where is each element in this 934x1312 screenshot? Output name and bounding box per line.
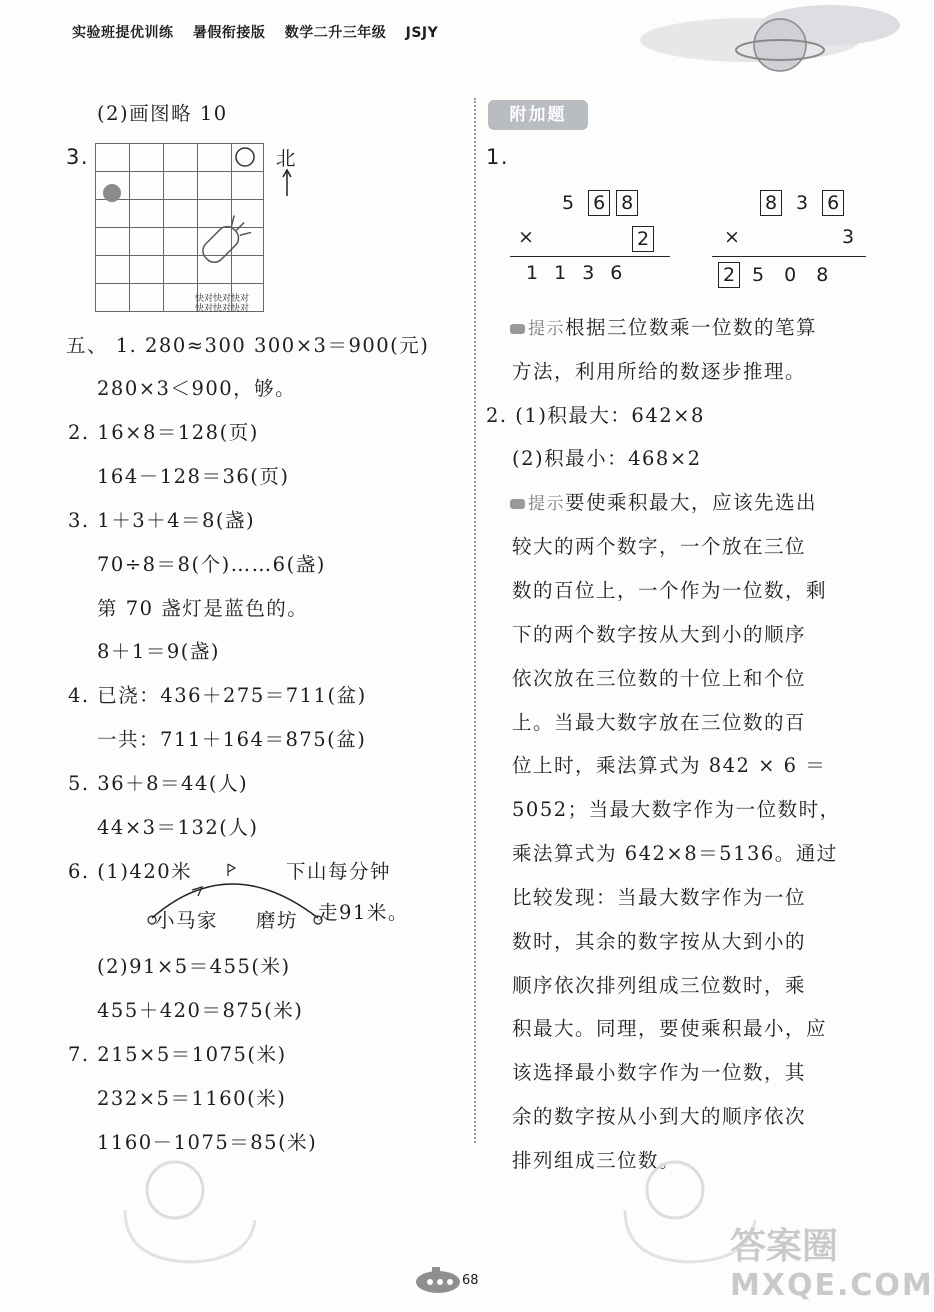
answer-line: 走91米。 (318, 901, 409, 924)
hint-label: 提示 (528, 319, 565, 339)
hint-line: 积最大。同理，要使乘积最小，应 (512, 1017, 828, 1040)
north-label: 北 (276, 147, 298, 170)
pencil-hint-icon (510, 324, 525, 334)
answer-line: 280×3＜900，够。 (97, 377, 297, 400)
grid-watermark: 快对快对快对 (195, 294, 250, 304)
hint-line: 位上时，乘法算式为 842 × 6 ＝ (512, 754, 827, 777)
pencil-hint-icon (510, 499, 525, 509)
digit: 3 (796, 192, 809, 214)
answer-line: 一共：711＋164＝875(盆) (97, 728, 367, 751)
calc-line (712, 256, 866, 257)
hint-line: 下的两个数字按从大到小的顺序 (512, 623, 807, 646)
subject-name: 数学二升三年级 (284, 25, 387, 41)
answer-line: 164－128＝36(页) (97, 465, 290, 488)
book-code: JSJY (405, 25, 439, 41)
hint-line: 方法，利用所给的数逐步推理。 (512, 360, 807, 383)
answer-line: 1160－1075＝85(米) (97, 1131, 318, 1154)
hedgehog-icon (103, 184, 121, 202)
digit: 8 (816, 264, 829, 286)
answer-line: 2. 16×8＝128(页) (68, 421, 259, 444)
hint-line: 依次放在三位数的十位上和个位 (512, 667, 807, 690)
answer-line: 5. 36＋8＝44(人) (68, 772, 249, 795)
hint-line: 数时，其余的数字按从大到小的 (512, 930, 807, 953)
answer-line: 第 70 盏灯是蓝色的。 (97, 597, 309, 620)
answer-line: 455＋420＝875(米) (97, 999, 304, 1022)
digit: 6 (610, 262, 639, 284)
answer-line: 2. (1)积最大：642×8 (486, 404, 705, 427)
hint-line: 顺序依次排列组成三位数时，乘 (512, 974, 807, 997)
hint-line: 5052；当最大数字作为一位数时， (512, 798, 841, 821)
answer-line: (2)91×5＝455(米) (97, 955, 291, 978)
place-label: 小马家 (155, 909, 219, 932)
submarine-icon (410, 1262, 462, 1296)
mascot-watermark-icon (120, 1150, 260, 1270)
answer-line: 232×5＝1160(米) (97, 1087, 287, 1110)
digit: 5 (752, 264, 765, 286)
digit-box: 8 (616, 190, 638, 216)
answer-line: 44×3＝132(人) (97, 816, 259, 839)
grid-watermark: 快对快对快对 (195, 304, 250, 314)
hint-text: 根据三位数乘一位数的笔算 (565, 316, 818, 339)
answer-line: 3. 1＋3＋4＝8(盏) (68, 509, 256, 532)
edition-name: 暑假衔接版 (192, 25, 266, 41)
carrot-icon (199, 214, 253, 268)
hint-line: 上。当最大数字放在三位数的百 (512, 711, 807, 734)
hint-line: 数的百位上，一个作为一位数，剩 (512, 579, 828, 602)
vertical-multiplication-1 (510, 190, 670, 290)
digit-box: 2 (632, 226, 654, 252)
hint-label: 提示 (528, 494, 565, 514)
times-sign: × (724, 226, 740, 248)
answer-line: (2)画图略 10 (97, 102, 228, 125)
question-number: 1. (486, 145, 510, 169)
north-arrow-icon (281, 168, 293, 198)
answer-line: 70÷8＝8(个)……6(盏) (97, 553, 326, 576)
digit-box: 6 (588, 190, 610, 216)
bonus-section-badge: 附加题 (488, 100, 588, 130)
hint-line: 该选择最小数字作为一位数，其 (512, 1061, 807, 1084)
digit: 1 (554, 262, 583, 284)
hint-line: 余的数字按从小到大的顺序依次 (512, 1105, 807, 1128)
answer-line: 4. 已浇：436＋275＝711(盆) (68, 684, 367, 707)
circle-marker-icon (236, 148, 254, 166)
hint-line (510, 487, 817, 515)
planet-cloud-decoration (630, 0, 900, 90)
answer-line: 7. 215×5＝1075(米) (68, 1043, 287, 1066)
hint-line: 乘法算式为 642×8＝5136。通过 (512, 842, 838, 865)
digit-box: 2 (718, 262, 740, 288)
vertical-multiplication-2 (712, 190, 866, 290)
digit: 1 (526, 262, 555, 284)
watermark-logo: 答案圈 (730, 1226, 839, 1267)
answer-line: 五、 1. 280≈300 300×3＝900(元) (66, 334, 430, 357)
hint-line: 排列组成三位数。 (512, 1149, 681, 1172)
answer-line: 6. (1)420米 (68, 860, 193, 883)
hint-text: 要使乘积最大，应该先选出 (565, 491, 818, 514)
calc-line (510, 256, 670, 257)
page-number: 68 (462, 1273, 479, 1288)
digit-box: 6 (822, 190, 844, 216)
hint-line: 比较发现：当最大数字作为一位 (512, 886, 807, 909)
place-label: 磨坊 (256, 909, 299, 932)
hint-line: 较大的两个数字，一个放在三位 (512, 535, 807, 558)
answer-line: (2)积最小：468×2 (512, 447, 702, 470)
header-title (72, 22, 452, 42)
digit-box: 8 (760, 190, 782, 216)
digit: 0 (784, 264, 797, 286)
digit: 3 (842, 226, 855, 248)
watermark-url: MXQE.COM (730, 1268, 934, 1303)
times-sign: × (518, 226, 534, 248)
question-number: 3. (66, 145, 90, 169)
digit: 5 (562, 192, 575, 214)
answer-line: 下山每分钟 (286, 860, 392, 883)
series-name: 实验班提优训练 (72, 25, 174, 41)
direction-grid (95, 143, 264, 312)
hint-line (510, 312, 817, 340)
digit: 3 (582, 262, 611, 284)
column-divider (474, 98, 476, 1143)
answer-line: 8＋1＝9(盏) (97, 640, 220, 663)
